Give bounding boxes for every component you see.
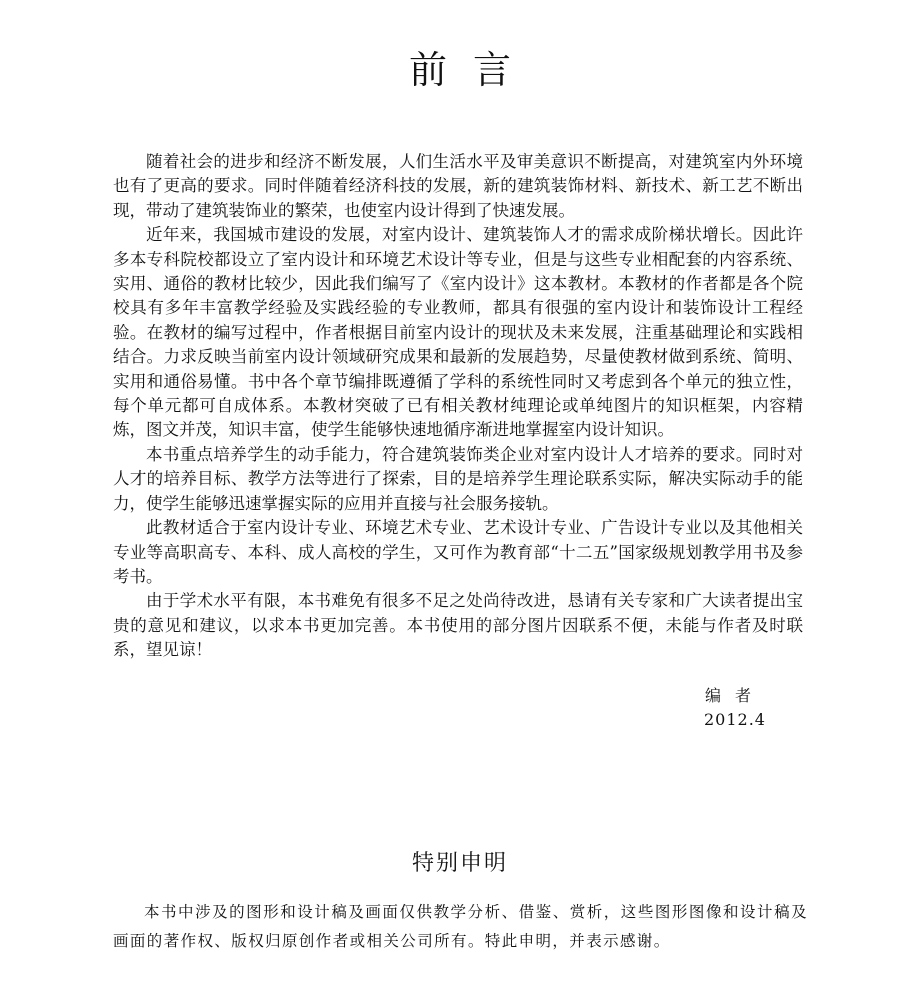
preface-title: 前言 (408, 48, 537, 92)
author-signature: 编者 (705, 686, 766, 705)
preface-paragraph-4: 此教材适合于室内设计专业、环境艺术专业、艺术设计专业、广告设计专业以及其他相关专业等高职高专、本科、成人高校的学生，又可作为教育部“十二五”国家级规划教学用书及参考书。 (113, 518, 803, 586)
preface-paragraph-2: 近年来，我国城市建设的发展，对室内设计、建筑装饰人才的需求成阶梯状增长。因此许多本专科院校都设立了室内设计和环境艺术设计等专业，但是与这些专业相配套的内容系统、实用、通俗的教材比较少，因此我们编写了《室内设计》这本教材。本教材的作者都是各个院校具有多年丰富教学经验及实践经验的专业教师，都具有很强的室内设计和装饰设计工程经验。在教材的编写过程中，作者根据目前室内设计的现状及未来发展，注重基础理论和实践相结合。力求反映当前室内设计领域研究成果和最新的发展趋势，尽量使教材做到系统、简明、实用和通俗易懂。书中各个章节编排既遵循了学科的系统性同时又考虑到各个单元的独立性，每个单元都可自成体系。本教材突破了已有相关教材纯理论或单纯图片的知识框架，内容精炼，图文并茂，知识丰富，使学生能够快速地循序渐进地掌握室内设计知识。 (113, 225, 803, 440)
notice-body (113, 898, 808, 956)
signature-block (700, 684, 810, 732)
preface-date: 2012.4 (704, 710, 766, 729)
preface-paragraph-1: 随着社会的进步和经济不断发展，人们生活水平及审美意识不断提高，对建筑室内外环境也有了更高的要求。同时伴随着经济科技的发展，新的建筑装饰材料、新技术、新工艺不断出现，带动了建筑装饰业的繁荣，也使室内设计得到了快速发展。 (113, 152, 803, 220)
preface-paragraph-3: 本书重点培养学生的动手能力，符合建筑装饰类企业对室内设计人才培养的要求。同时对人才的培养目标、教学方法等进行了探索，目的是培养学生理论联系实际，解决实际动手的能力，使学生能够迅速掌握实际的应用并直接与社会服务接轨。 (113, 444, 803, 513)
preface-paragraph-5: 由于学术水平有限，本书难免有很多不足之处尚待改进，恳请有关专家和广大读者提出宝贵的意见和建议，以求本书更加完善。本书使用的部分图片因联系不便，未能与作者及时联系，望见谅！ (113, 591, 803, 660)
preface-body (113, 150, 803, 663)
notice-title: 特别申明 (411, 851, 508, 876)
notice-paragraph: 本书中涉及的图形和设计稿及画面仅供教学分析、借鉴、赏析，这些图形图像和设计稿及画面的著作权、版权归原创作者或相关公司所有。特此申明，并表示感谢。 (113, 903, 808, 950)
